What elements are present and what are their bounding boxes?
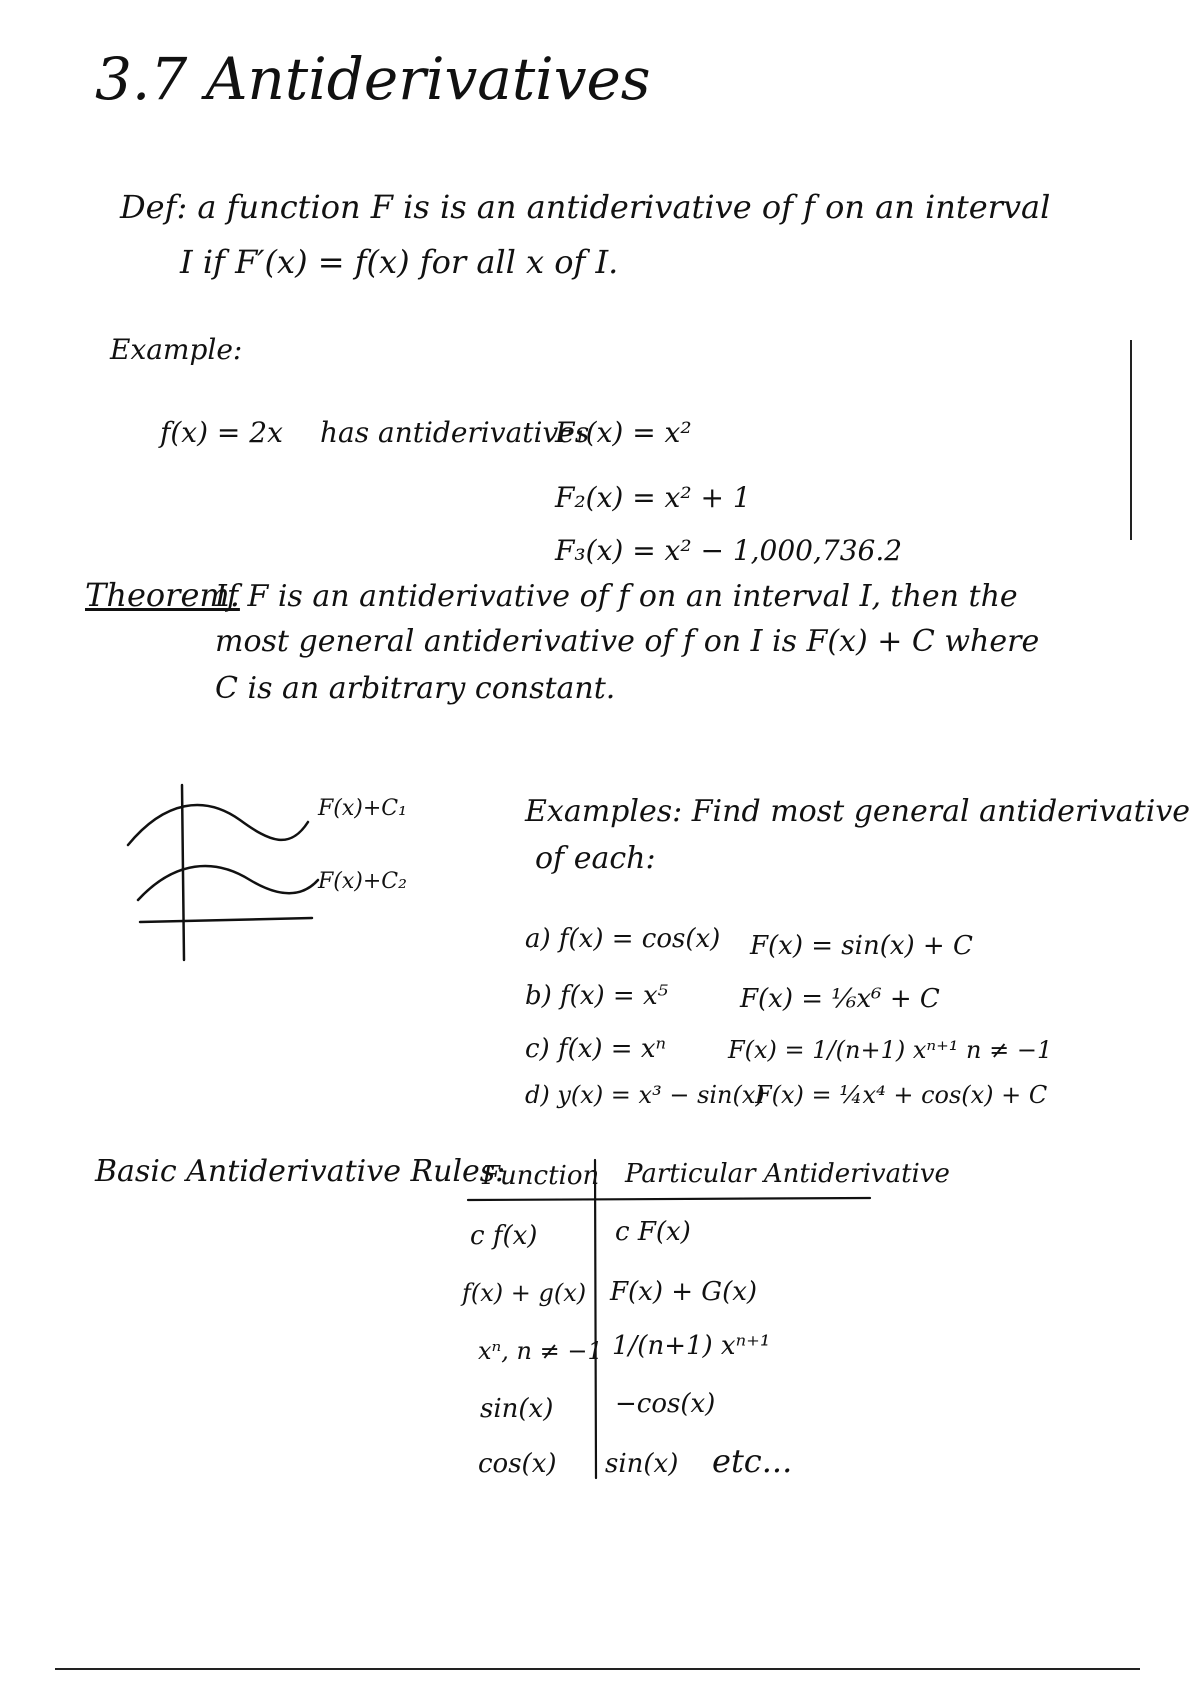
rules-row-5-function: cos(x) [478,1449,557,1479]
rules-col-function-header: Function [482,1161,600,1191]
theorem-label: Theorem. [85,576,240,614]
example-label: Example: [110,333,243,366]
rules-row-1-antiderivative: c F(x) [615,1217,691,1247]
example-item-c-question: c) f(x) = xⁿ [525,1034,667,1064]
examples-heading-1: Examples: Find most general antiderivative [525,794,1191,829]
rules-row-1-function: c f(x) [470,1221,538,1251]
example-item-a-answer: F(x) = sin(x) + C [750,931,973,961]
graph-label-c2: F(x)+C₂ [318,869,407,894]
rules-row-4-function: sin(x) [480,1394,554,1424]
example-antiderivative-2: F₂(x) = x² + 1 [555,481,751,514]
theorem-line-3: C is an arbitrary constant. [215,671,616,706]
rules-row-3-function: xⁿ, n ≠ −1 [478,1337,603,1365]
example-item-a-question: a) f(x) = cos(x) [525,924,721,954]
rules-row-4-antiderivative: −cos(x) [615,1389,716,1419]
definition-line-2: I if F′(x) = f(x) for all x of I. [180,243,619,281]
example-antiderivative-3: F₃(x) = x² − 1,000,736.2 [555,534,903,567]
rules-row-5-antiderivative: sin(x) [605,1449,679,1479]
rules-table-header-rule [468,1198,870,1200]
example-item-d-question: d) y(x) = x³ − sin(x) [525,1081,765,1109]
page-footer-rule [55,1668,1140,1670]
example-function: f(x) = 2x [160,416,283,449]
page-margin-mark [1130,340,1132,540]
examples-heading-2: of each: [535,841,656,876]
rules-row-3-antiderivative: 1/(n+1) xⁿ⁺¹ [612,1331,771,1361]
page-title: 3.7 Antiderivatives [95,45,651,113]
theorem-line-1: If F is an antiderivative of f on an interval I, then the [215,579,1018,614]
rules-row-2-function: f(x) + g(x) [462,1279,587,1307]
rules-col-antiderivative-header: Particular Antiderivative [625,1159,950,1189]
example-item-b-answer: F(x) = ⅙x⁶ + C [740,984,940,1014]
rules-etc-note: etc... [712,1442,793,1480]
example-antiderivative-1: F₁(x) = x² [555,416,692,449]
example-item-c-answer: F(x) = 1/(n+1) xⁿ⁺¹ n ≠ −1 [728,1036,1053,1064]
example-has-text: has antiderivatives [320,416,590,449]
definition-line-1: Def: a function F is is an antiderivative of f on an interval [120,188,1051,226]
graph-label-c1: F(x)+C₁ [318,796,407,821]
basic-rules-label: Basic Antiderivative Rules: [95,1154,506,1189]
example-item-b-question: b) f(x) = x⁵ [525,981,669,1011]
rules-table-column-divider [595,1160,596,1478]
rules-row-2-antiderivative: F(x) + G(x) [610,1277,758,1307]
example-item-d-answer: F(x) = ¼x⁴ + cos(x) + C [755,1081,1048,1109]
theorem-line-2: most general antiderivative of f on I is F(x) + C where [215,624,1040,659]
